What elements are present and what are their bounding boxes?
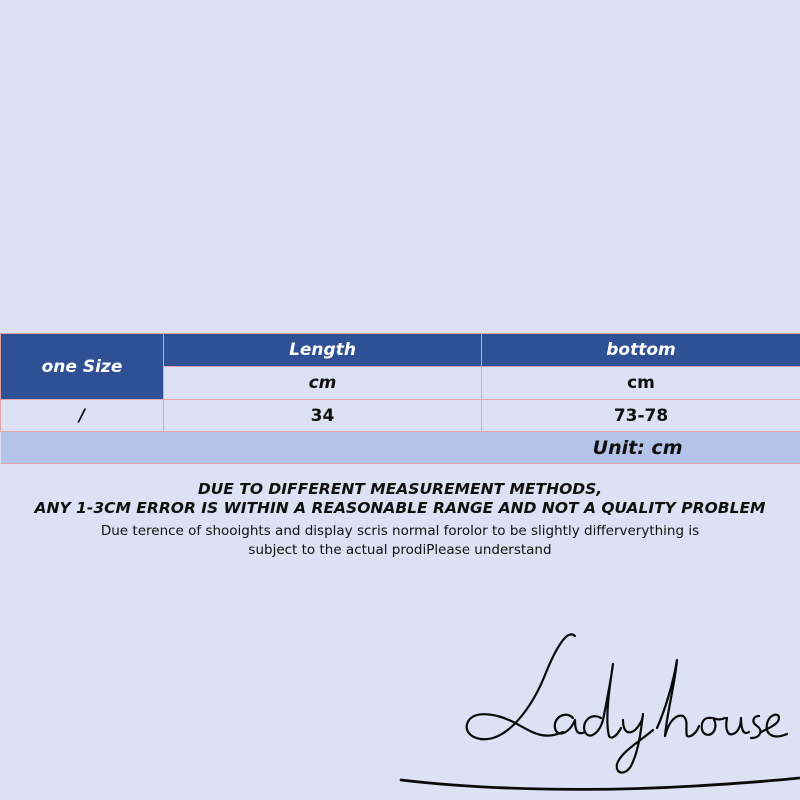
notice-line-4: subject to the actual prodiPlease understand <box>248 542 552 558</box>
header-row <box>1 334 800 367</box>
length-header-cell: Length <box>164 334 482 367</box>
length-value-cell: 34 <box>164 400 482 432</box>
bottom-unit-cell: cm <box>482 367 800 400</box>
bottom-header-cell: bottom <box>482 334 800 367</box>
notice-line-1: DUE TO DIFFERENT MEASUREMENT METHODS, <box>197 480 603 498</box>
size-header-cell: one Size <box>1 334 164 400</box>
notice-line-3: Due terence of shooights and display scris normal forolor to be slightly differverything is <box>100 523 700 539</box>
measurement-notice <box>0 480 800 560</box>
notice-line-2: ANY 1-3CM ERROR IS WITHIN A REASONABLE RANGE AND NOT A QUALITY PROBLEM <box>34 499 766 517</box>
size-value-cell: / <box>1 400 164 432</box>
unit-note: Unit: cm <box>1 432 800 464</box>
bottom-value-cell: 73-78 <box>482 400 800 432</box>
length-unit-cell: cm <box>164 367 482 400</box>
size-chart-table <box>0 333 800 464</box>
ladyhouse-signature-logo-icon <box>395 620 800 800</box>
table-row <box>1 400 800 432</box>
unit-note-row <box>1 432 800 464</box>
